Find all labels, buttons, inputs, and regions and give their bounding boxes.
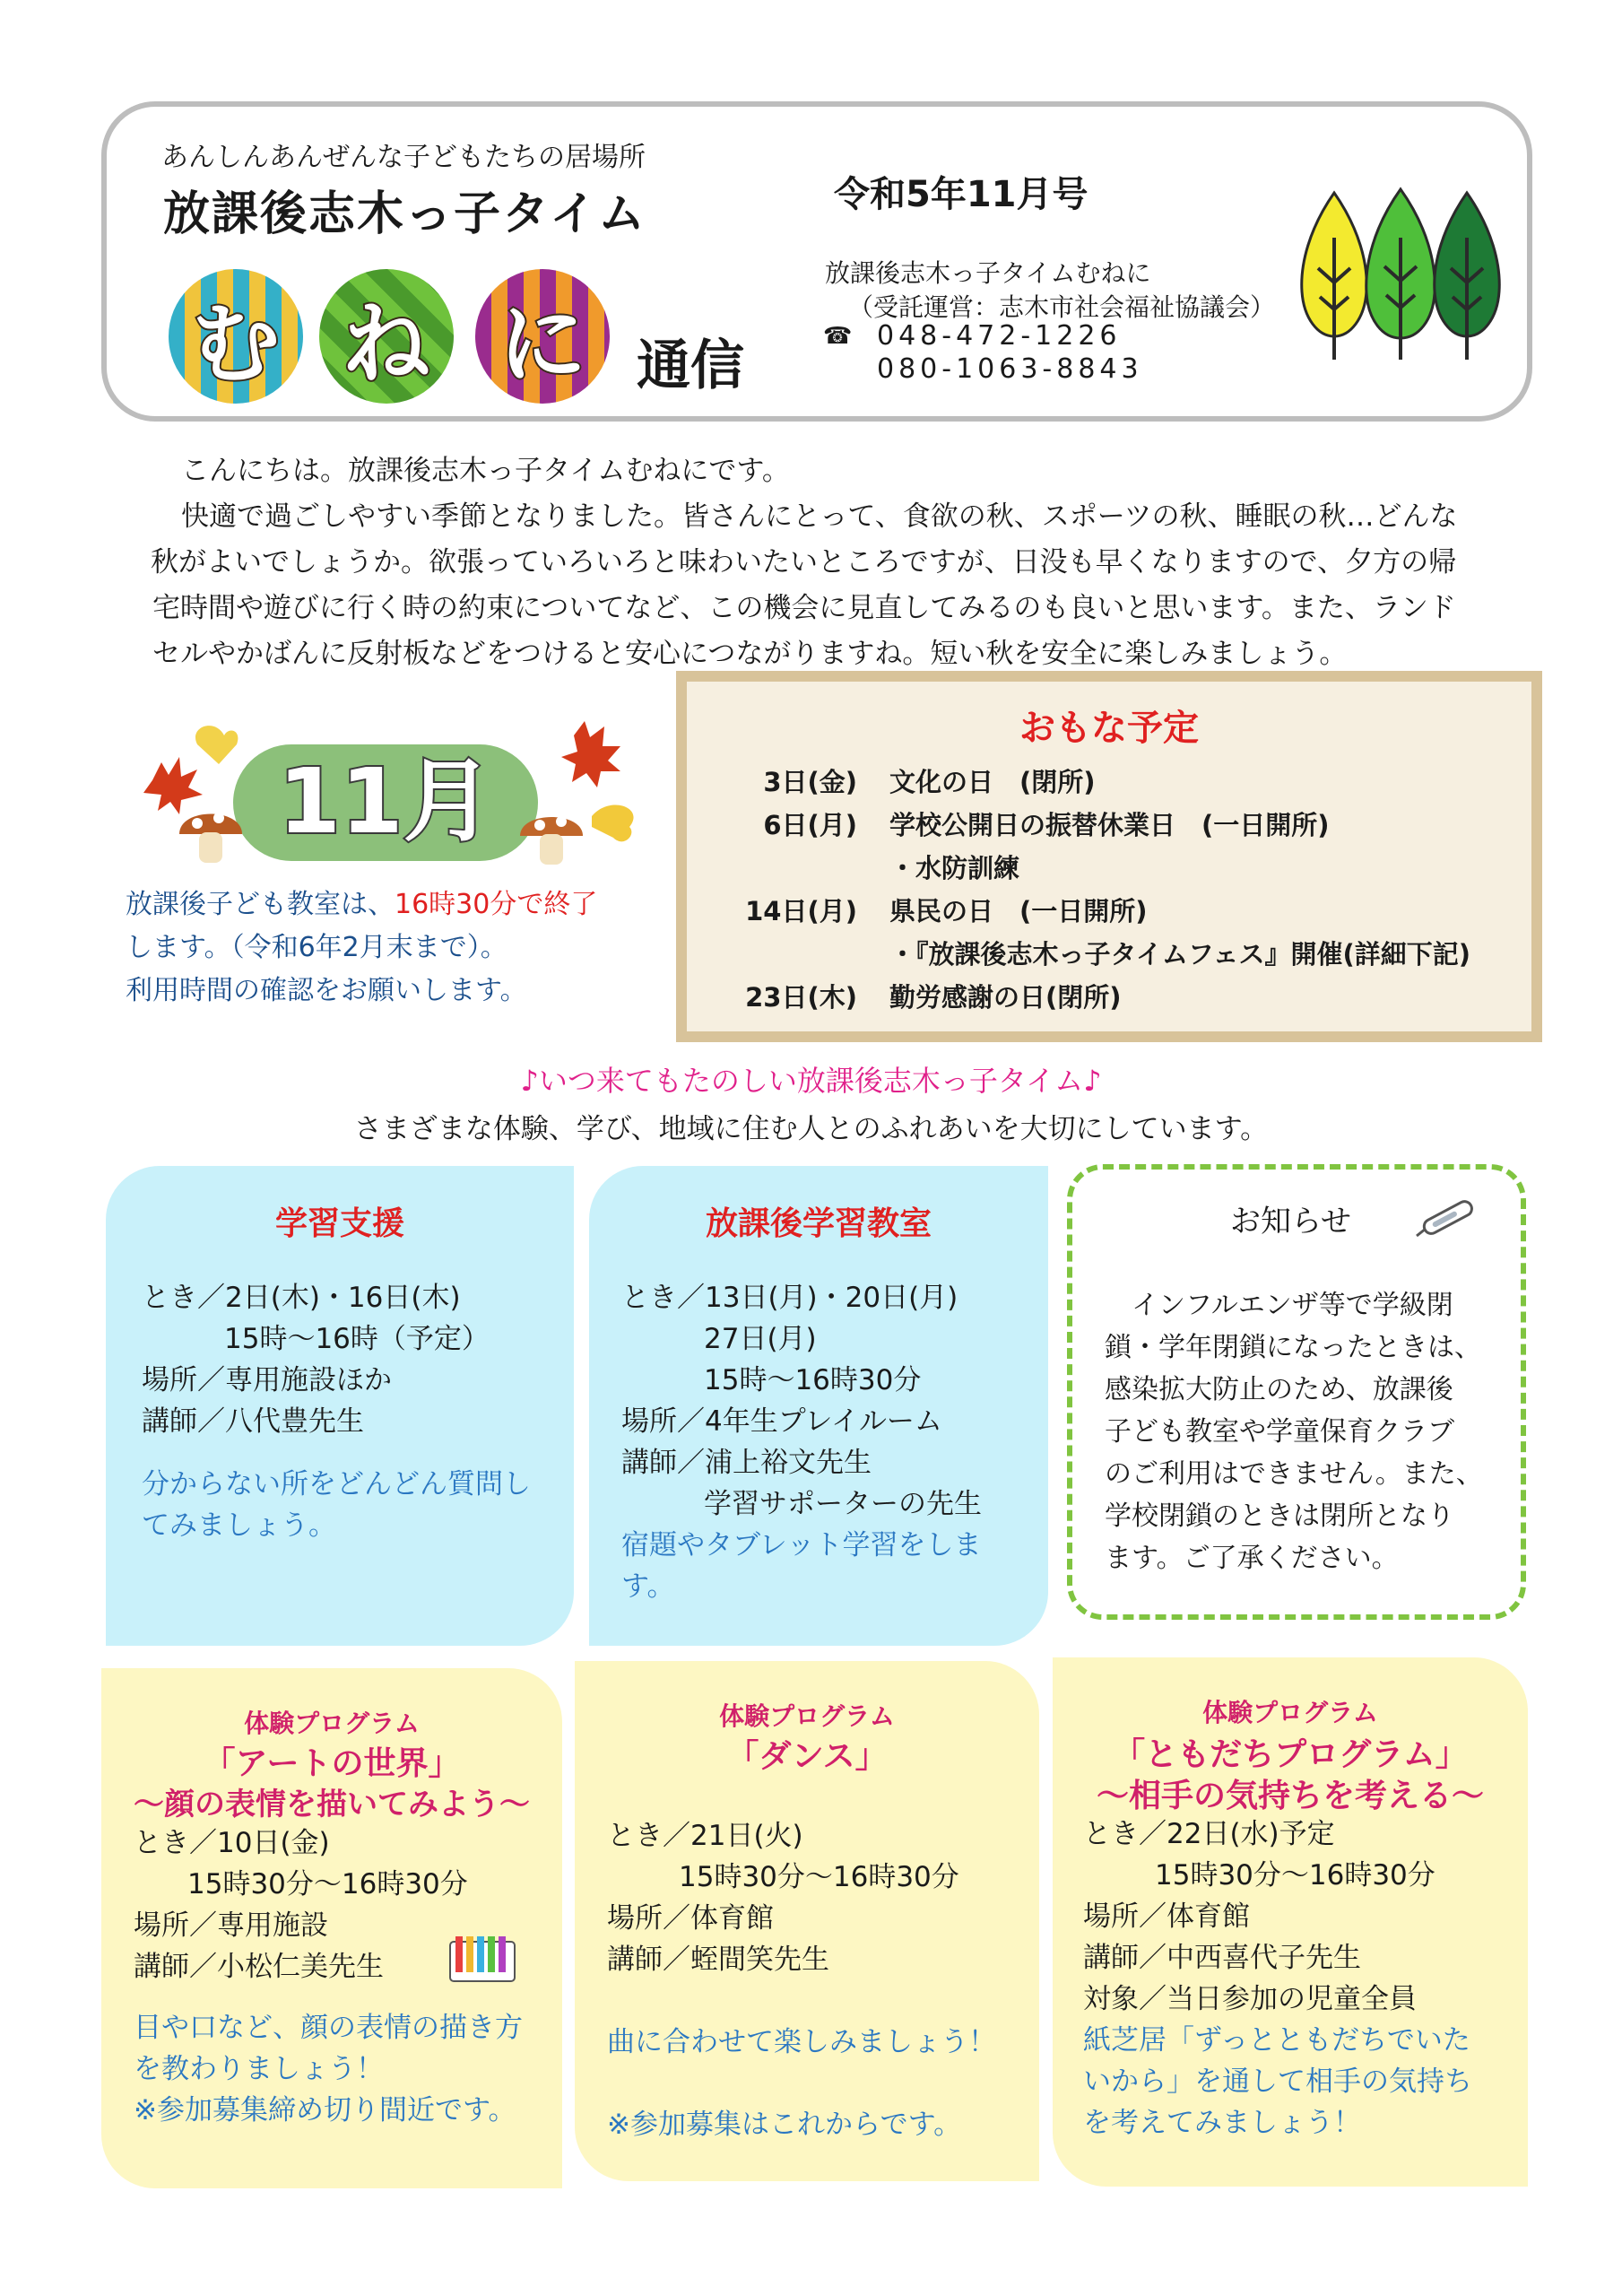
catchphrase-title: ♪いつ来てもたのしい放課後志木っ子タイム♪ bbox=[520, 1064, 1102, 1098]
dance-title: 「ダンス」 bbox=[726, 1738, 888, 1775]
schedule-desc: 勤労感謝の日(閉所) bbox=[889, 982, 1122, 1013]
mushroom-left-icon bbox=[179, 813, 242, 863]
friend-message-3: を考えてみましょう！ bbox=[1083, 2107, 1361, 2139]
issue-label: 令和5年11月号 bbox=[834, 174, 1089, 215]
art-program-card bbox=[101, 1668, 562, 2188]
phone-icon: ☎ bbox=[823, 323, 853, 350]
art-when: とき／10日(金) bbox=[134, 1827, 330, 1859]
study-support-title: 学習支援 bbox=[274, 1205, 404, 1242]
schedule-desc: 文化の日 (閉所) bbox=[889, 767, 1096, 797]
study-support-body bbox=[142, 1277, 531, 1546]
schedule-date: 6日(月) bbox=[763, 810, 857, 840]
art-message-1: 目や口など、顔の表情の描き方 bbox=[134, 2012, 523, 2044]
november-note bbox=[126, 883, 681, 1013]
ginkgo-leaf-icon bbox=[195, 726, 238, 764]
trees-icon bbox=[1291, 184, 1506, 363]
catchphrase-text: さまざまな体験、学び、地域に住む人とのふれあいを大切にしています。 bbox=[353, 1113, 1269, 1145]
dance-when: とき／21日(火) bbox=[607, 1820, 803, 1852]
notice-card bbox=[1067, 1164, 1526, 1620]
friend-when: とき／22日(水)予定 bbox=[1083, 1818, 1335, 1850]
note-line-3: 利用時間の確認をお願いします。 bbox=[126, 975, 527, 1006]
november-banner bbox=[126, 718, 646, 870]
friend-place: 場所／体育館 bbox=[1083, 1900, 1250, 1933]
tree-dark-green-icon bbox=[1435, 193, 1499, 360]
art-teacher: 講師／小松仁美先生 bbox=[134, 1951, 384, 1983]
schedule-desc: ・水防訓練 bbox=[889, 853, 1020, 883]
schedule-date: 14日(月) bbox=[745, 896, 857, 926]
tree-yellow-icon bbox=[1302, 193, 1366, 360]
study-when: とき／2日(木)・16日(木) bbox=[142, 1282, 461, 1314]
thermometer-icon bbox=[1404, 1191, 1485, 1245]
study-message-2: てみましょう。 bbox=[142, 1509, 336, 1542]
class-teacher-2: 学習サポーターの先生 bbox=[704, 1488, 982, 1520]
org-name: 放課後志木っ子タイムむねに bbox=[825, 258, 1151, 288]
intro-line: 秋がよいでしょうか。欲張っていろいろと味わいたいところですが、日没も早くなりますので、夕方の帰 bbox=[151, 546, 1457, 578]
friend-title: 「ともだちプログラム」 bbox=[1113, 1736, 1468, 1773]
dance-message-2: ※参加募集はこれからです。 bbox=[607, 2109, 962, 2141]
class-message-2: す。 bbox=[621, 1570, 675, 1603]
friend-subtitle: ～相手の気持ちを考える～ bbox=[1096, 1778, 1484, 1814]
notice-title: お知らせ bbox=[1230, 1204, 1351, 1239]
class-place: 場所／4年生プレイルーム bbox=[621, 1405, 942, 1438]
dance-body bbox=[607, 1815, 996, 2145]
study-place: 場所／専用施設ほか bbox=[142, 1364, 392, 1396]
friend-message-1: 紙芝居「ずっとともだちでいた bbox=[1083, 2024, 1470, 2057]
study-support-card bbox=[106, 1166, 574, 1646]
friend-label: 体験プログラム bbox=[1202, 1698, 1378, 1727]
intro-line: こんにちは。放課後志木っ子タイムむねにです。 bbox=[181, 455, 790, 487]
phone-number-2: 080-1063-8843 bbox=[877, 353, 1143, 385]
org-operator: （受託運営：志木市社会福祉協議会） bbox=[848, 292, 1276, 322]
schedule-box bbox=[676, 671, 1542, 1042]
dance-place: 場所／体育館 bbox=[607, 1902, 774, 1935]
schedule-date: 23日(木) bbox=[745, 982, 857, 1013]
notice-line: インフルエンザ等で学級閉 bbox=[1105, 1290, 1453, 1321]
art-time: 15時30分～16時30分 bbox=[187, 1868, 468, 1900]
art-label: 体験プログラム bbox=[244, 1709, 420, 1738]
logo-suffix: 通信 bbox=[637, 335, 744, 397]
notice-line: 感染拡大防止のため、放課後 bbox=[1105, 1374, 1453, 1405]
notice-line: 鎖・学年閉鎖になったときは、 bbox=[1105, 1332, 1481, 1363]
note-highlight: 16時30分で終了 bbox=[395, 889, 598, 920]
schedule-desc: 学校公開日の振替休業日 (一日開所) bbox=[889, 810, 1330, 840]
friend-time: 15時30分～16時30分 bbox=[1155, 1859, 1436, 1892]
class-when: とき／13日(月)・20日(月) bbox=[621, 1282, 958, 1314]
study-teacher: 講師／八代豊先生 bbox=[142, 1405, 364, 1438]
friend-teacher: 講師／中西喜代子先生 bbox=[1083, 1942, 1361, 1974]
maple-leaf-right-icon bbox=[561, 721, 620, 787]
art-place: 場所／専用施設 bbox=[134, 1909, 328, 1942]
phone-number-1: 048-472-1226 bbox=[877, 320, 1122, 352]
class-time: 15時～16時30分 bbox=[704, 1364, 922, 1396]
notice-body bbox=[1105, 1284, 1483, 1579]
class-teacher: 講師／浦上裕文先生 bbox=[621, 1447, 872, 1479]
class-when-2: 27日(月) bbox=[704, 1323, 817, 1355]
notice-line: のご利用はできません。また、 bbox=[1105, 1458, 1483, 1490]
program-name: 放課後志木っ子タイム bbox=[163, 187, 646, 241]
art-title: 「アートの世界」 bbox=[203, 1745, 461, 1782]
mushroom-right-icon bbox=[520, 816, 583, 865]
intro-line: 快適で過ごしやすい季節となりました。皆さんにとって、食欲の秋、スポーツの秋、睡眠の秋…どんな bbox=[181, 500, 1458, 533]
art-subtitle: ～顔の表情を描いてみよう～ bbox=[134, 1787, 530, 1822]
friend-message-2: いから」を通して相手の気持ち bbox=[1083, 2066, 1472, 2098]
schedule-desc: ・『放課後志木っ子タイムフェス』開催(詳細下記) bbox=[889, 939, 1470, 970]
note-line-2: します。（令和6年2月末まで）。 bbox=[126, 932, 507, 963]
notice-line: 子ども教室や学童保育クラブ bbox=[1105, 1416, 1454, 1448]
ginkgo-leaf-right-icon bbox=[592, 804, 634, 841]
logo-char-mu: む bbox=[169, 269, 303, 404]
dance-message-1: 曲に合わせて楽しみましょう！ bbox=[607, 2026, 996, 2058]
art-message-2: を教わりましょう！ bbox=[134, 2053, 384, 2085]
logo-char-ne: ね bbox=[319, 269, 454, 404]
dance-teacher: 講師／蛭間笑先生 bbox=[607, 1944, 829, 1976]
crayons-icon bbox=[447, 1933, 518, 1987]
note-pre: 放課後子ども教室は、 bbox=[126, 889, 395, 920]
class-body bbox=[621, 1277, 982, 1607]
friend-program-card bbox=[1053, 1657, 1528, 2187]
intro-line: セルやかばんに反射板などをつけると安心につながりますね。短い秋を安全に楽しみましょう。 bbox=[152, 638, 1348, 670]
intro-line: 宅時間や遊びに行く時の約束についてなど、この機会に見直してみるのも良いと思います。また、ランド bbox=[152, 592, 1456, 624]
schedule-title: おもな予定 bbox=[1019, 708, 1199, 749]
art-message-3: ※参加募集締め切り間近です。 bbox=[134, 2094, 516, 2126]
study-message-1: 分からない所をどんどん質問し bbox=[142, 1468, 531, 1500]
friend-body bbox=[1083, 1813, 1472, 2144]
dance-label: 体験プログラム bbox=[719, 1701, 895, 1731]
logo-char-ni: に bbox=[475, 269, 610, 404]
dance-time: 15時30分～16時30分 bbox=[679, 1861, 959, 1893]
class-message-1: 宿題やタブレット学習をしま bbox=[621, 1529, 982, 1561]
notice-line: ます。ご了承ください。 bbox=[1105, 1543, 1399, 1574]
schedule-date: 3日(金) bbox=[763, 767, 857, 797]
month-badge-text: 11月 bbox=[278, 749, 493, 854]
dance-program-card bbox=[575, 1661, 1039, 2181]
intro-text bbox=[152, 448, 1515, 677]
schedule-desc: 県民の日 (一日開所) bbox=[889, 896, 1148, 926]
tree-green-icon bbox=[1366, 189, 1435, 360]
study-time: 15時～16時（予定） bbox=[224, 1323, 490, 1355]
notice-line: 学校閉鎖のときは閉所となり bbox=[1105, 1500, 1454, 1532]
friend-target: 対象／当日参加の児童全員 bbox=[1083, 1983, 1417, 2015]
class-title: 放課後学習教室 bbox=[705, 1205, 932, 1242]
tagline: あんしんあんぜんな子どもたちの居場所 bbox=[161, 142, 646, 173]
maple-leaf-icon bbox=[143, 757, 203, 814]
after-school-class-card bbox=[589, 1166, 1048, 1646]
